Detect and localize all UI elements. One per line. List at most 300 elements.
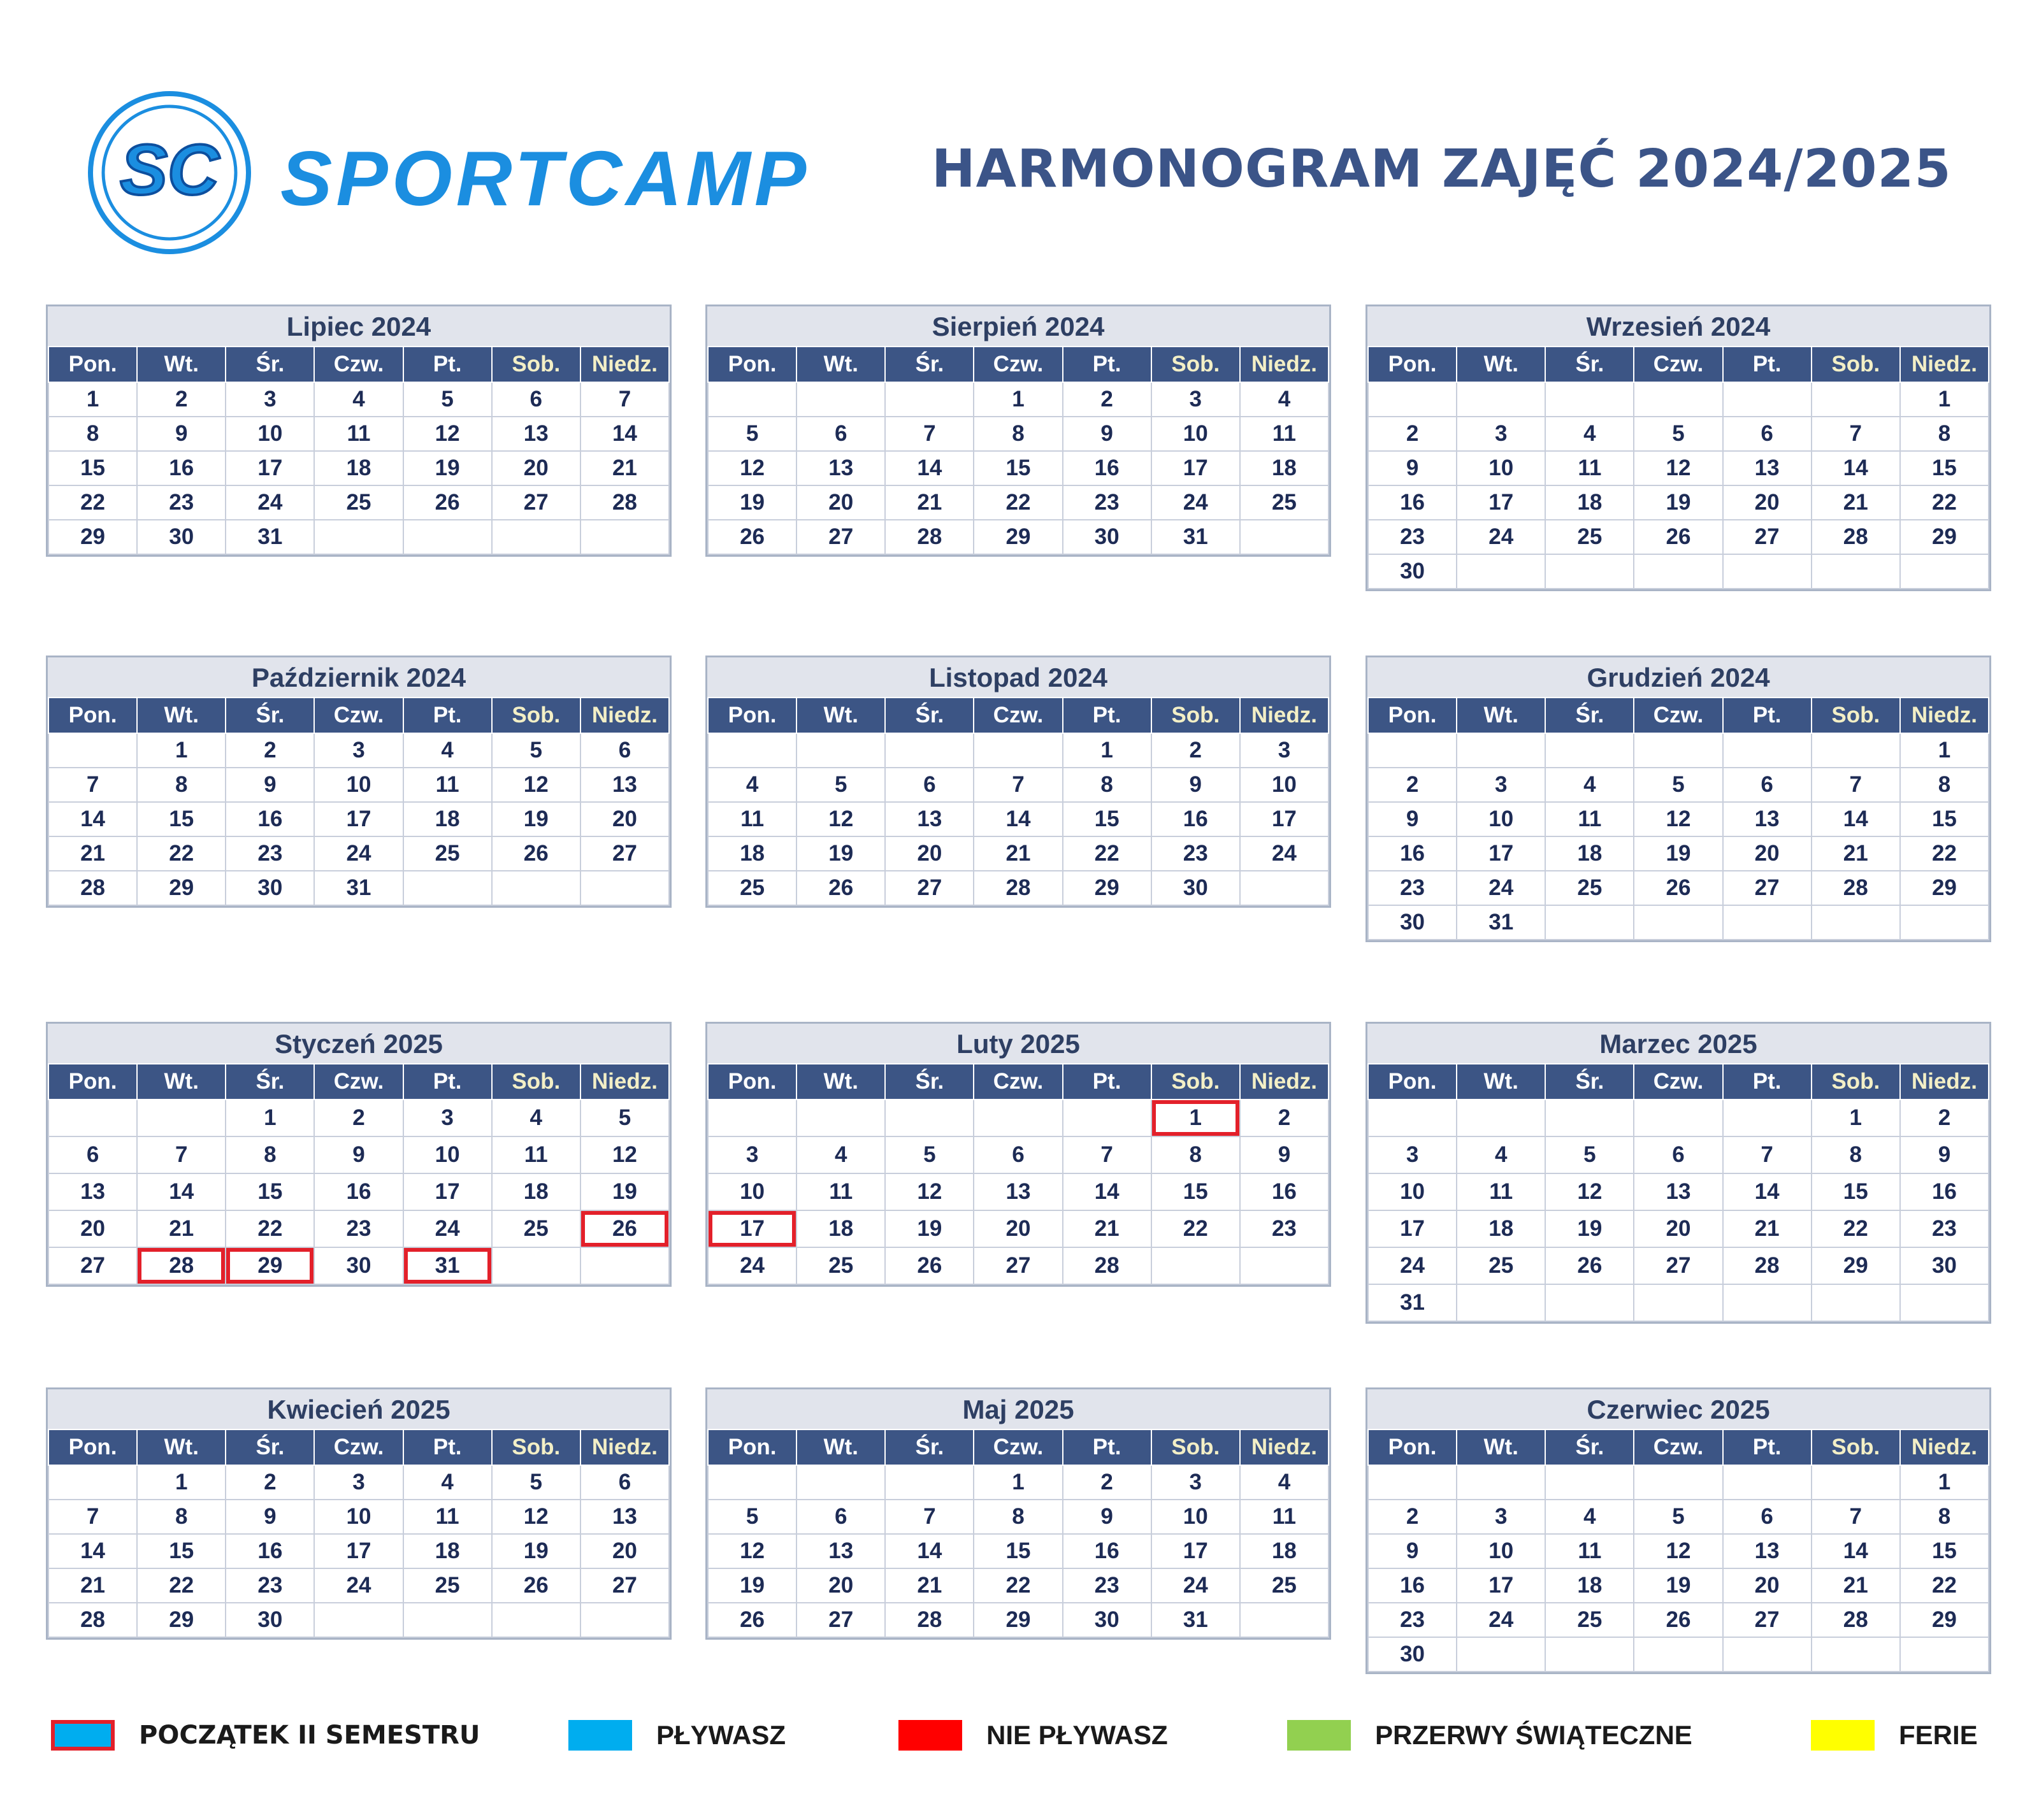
month-calendar	[46, 656, 672, 908]
empty-day-cell	[1368, 1465, 1457, 1500]
weekday-header: Czw.	[314, 698, 403, 733]
day-cell: 22	[1900, 485, 1989, 520]
logo-monogram: SC	[120, 130, 219, 210]
day-cell: 28	[1812, 520, 1900, 554]
day-cell: 28	[580, 485, 669, 520]
empty-day-cell	[885, 382, 974, 417]
empty-day-cell	[492, 520, 580, 554]
weekday-header: Czw.	[974, 347, 1062, 382]
day-cell: 25	[403, 1568, 492, 1603]
empty-day-cell	[1812, 554, 1900, 589]
month-title: Grudzień 2024	[1587, 663, 1770, 692]
empty-day-cell	[492, 1603, 580, 1637]
day-cell: 12	[492, 768, 580, 802]
week-row	[708, 451, 1329, 485]
month-table	[48, 346, 670, 555]
day-cell: 16	[1151, 802, 1240, 836]
day-cell: 6	[796, 417, 885, 451]
day-cell: 3	[708, 1136, 796, 1173]
month-table	[1367, 1429, 1989, 1672]
day-cell: 12	[1634, 1534, 1722, 1568]
day-cell: 26	[403, 485, 492, 520]
day-cell: 28	[974, 871, 1062, 905]
day-cell: 25	[708, 871, 796, 905]
day-cell: 13	[974, 1173, 1062, 1210]
weekday-header-row	[1368, 1429, 1989, 1465]
day-cell: 26	[1634, 520, 1722, 554]
week-row	[1368, 451, 1989, 485]
day-cell: 17	[314, 1534, 403, 1568]
week-row	[48, 451, 669, 485]
month-calendar	[46, 1387, 672, 1640]
weekday-header: Śr.	[885, 1429, 974, 1465]
week-row	[708, 1173, 1329, 1210]
empty-day-cell	[1545, 1637, 1634, 1672]
day-cell: 17	[708, 1210, 796, 1247]
legend-label: PRZERWY ŚWIĄTECZNE	[1375, 1720, 1692, 1750]
empty-day-cell	[1723, 1637, 1812, 1672]
day-cell: 10	[1457, 1534, 1545, 1568]
day-cell: 11	[1545, 451, 1634, 485]
empty-day-cell	[1545, 733, 1634, 768]
day-cell: 1	[137, 733, 226, 768]
day-cell: 3	[1151, 1465, 1240, 1500]
day-cell: 24	[1457, 520, 1545, 554]
legend-label: PŁYWASZ	[656, 1720, 786, 1750]
day-cell: 2	[1368, 768, 1457, 802]
week-row	[1368, 802, 1989, 836]
weekday-header: Wt.	[137, 698, 226, 733]
empty-day-cell	[1634, 733, 1722, 768]
week-row	[1368, 554, 1989, 589]
empty-day-cell	[1723, 1100, 1812, 1136]
day-cell: 29	[1812, 1247, 1900, 1284]
weekday-header: Pon.	[708, 698, 796, 733]
weekday-header: Pon.	[1368, 347, 1457, 382]
day-cell: 28	[1812, 1603, 1900, 1637]
day-cell: 6	[1723, 768, 1812, 802]
week-row	[708, 871, 1329, 905]
day-cell: 27	[492, 485, 580, 520]
day-cell: 9	[1900, 1136, 1989, 1173]
weekday-header: Śr.	[226, 698, 314, 733]
day-cell: 30	[1368, 905, 1457, 940]
week-row	[1368, 1284, 1989, 1321]
weekday-header: Pt.	[403, 698, 492, 733]
day-cell: 15	[974, 1534, 1062, 1568]
weekday-header: Wt.	[796, 1064, 885, 1100]
week-row	[708, 520, 1329, 554]
day-cell: 1	[974, 1465, 1062, 1500]
day-cell: 13	[796, 451, 885, 485]
weekday-header: Wt.	[1457, 1429, 1545, 1465]
day-cell: 22	[1812, 1210, 1900, 1247]
day-cell: 19	[492, 1534, 580, 1568]
day-cell: 13	[1723, 1534, 1812, 1568]
empty-day-cell	[1457, 733, 1545, 768]
month-calendar	[46, 305, 672, 557]
day-cell: 20	[1723, 485, 1812, 520]
empty-day-cell	[492, 1247, 580, 1284]
week-row	[1368, 733, 1989, 768]
day-cell: 21	[1812, 485, 1900, 520]
day-cell: 8	[137, 768, 226, 802]
day-cell: 14	[48, 802, 137, 836]
day-cell: 14	[1723, 1173, 1812, 1210]
day-cell: 2	[1151, 733, 1240, 768]
weekday-header-row	[708, 1064, 1329, 1100]
weekday-header: Pt.	[403, 347, 492, 382]
weekday-header: Sob.	[1812, 347, 1900, 382]
empty-day-cell	[1812, 905, 1900, 940]
empty-day-cell	[403, 1603, 492, 1637]
weekday-header: Wt.	[137, 347, 226, 382]
day-cell: 8	[1900, 768, 1989, 802]
week-row	[1368, 1500, 1989, 1534]
empty-day-cell	[1545, 1284, 1634, 1321]
day-cell: 9	[1063, 417, 1151, 451]
day-cell: 23	[1368, 520, 1457, 554]
weekday-header: Wt.	[796, 347, 885, 382]
day-cell: 15	[137, 1534, 226, 1568]
day-cell: 9	[1240, 1136, 1329, 1173]
day-cell: 23	[1151, 836, 1240, 871]
day-cell: 17	[1240, 802, 1329, 836]
month-calendar	[705, 305, 1331, 557]
empty-day-cell	[1368, 382, 1457, 417]
day-cell: 30	[1063, 1603, 1151, 1637]
weekday-header: Pt.	[1723, 698, 1812, 733]
day-cell: 6	[492, 382, 580, 417]
day-cell: 4	[708, 768, 796, 802]
day-cell: 19	[492, 802, 580, 836]
month-calendar	[1365, 1022, 1991, 1324]
day-cell: 20	[1634, 1210, 1722, 1247]
day-cell: 21	[1723, 1210, 1812, 1247]
week-row	[48, 1603, 669, 1637]
day-cell: 1	[1063, 733, 1151, 768]
empty-day-cell	[1812, 382, 1900, 417]
day-cell: 2	[1240, 1100, 1329, 1136]
day-cell: 18	[403, 802, 492, 836]
page-title: HARMONOGRAM ZAJĘĆ 2024/2025	[932, 139, 1952, 199]
day-cell: 11	[314, 417, 403, 451]
day-cell: 29	[48, 520, 137, 554]
day-cell: 22	[226, 1210, 314, 1247]
day-cell: 16	[137, 451, 226, 485]
day-cell: 11	[403, 768, 492, 802]
weekday-header: Pt.	[403, 1064, 492, 1100]
day-cell: 31	[1151, 1603, 1240, 1637]
day-cell: 9	[226, 1500, 314, 1534]
day-cell: 28	[1812, 871, 1900, 905]
day-cell: 25	[403, 836, 492, 871]
day-cell: 4	[1240, 382, 1329, 417]
day-cell: 20	[492, 451, 580, 485]
day-cell: 29	[226, 1247, 314, 1284]
day-cell: 22	[137, 1568, 226, 1603]
day-cell: 11	[1240, 1500, 1329, 1534]
week-row	[708, 1568, 1329, 1603]
day-cell: 20	[885, 836, 974, 871]
weekday-header: Niedz.	[580, 1064, 669, 1100]
day-cell: 7	[885, 417, 974, 451]
weekday-header: Sob.	[492, 1064, 580, 1100]
month-title: Luty 2025	[956, 1029, 1080, 1059]
weekday-header: Sob.	[492, 698, 580, 733]
day-cell: 1	[974, 382, 1062, 417]
weekday-header: Pt.	[1723, 1429, 1812, 1465]
day-cell: 19	[1634, 485, 1722, 520]
day-cell: 8	[137, 1500, 226, 1534]
legend-label: POCZĄTEK II SEMESTRU	[139, 1721, 480, 1750]
day-cell: 18	[1240, 451, 1329, 485]
day-cell: 9	[1151, 768, 1240, 802]
day-cell: 18	[708, 836, 796, 871]
week-row	[48, 417, 669, 451]
weekday-header: Niedz.	[580, 347, 669, 382]
day-cell: 12	[1545, 1173, 1634, 1210]
day-cell: 26	[708, 1603, 796, 1637]
week-row	[1368, 1136, 1989, 1173]
week-row	[48, 733, 669, 768]
day-cell: 20	[796, 485, 885, 520]
empty-day-cell	[1240, 871, 1329, 905]
day-cell: 14	[885, 1534, 974, 1568]
day-cell: 1	[137, 1465, 226, 1500]
week-row	[708, 768, 1329, 802]
day-cell: 14	[1812, 1534, 1900, 1568]
day-cell: 21	[885, 1568, 974, 1603]
day-cell: 6	[1723, 417, 1812, 451]
day-cell: 22	[1151, 1210, 1240, 1247]
day-cell: 21	[1063, 1210, 1151, 1247]
day-cell: 21	[1812, 1568, 1900, 1603]
day-cell: 17	[1457, 485, 1545, 520]
day-cell: 12	[1634, 802, 1722, 836]
day-cell: 29	[1900, 1603, 1989, 1637]
day-cell: 15	[1151, 1173, 1240, 1210]
day-cell: 1	[1812, 1100, 1900, 1136]
weekday-header-row	[708, 1429, 1329, 1465]
day-cell: 31	[403, 1247, 492, 1284]
week-row	[1368, 382, 1989, 417]
weekday-header-row	[1368, 347, 1989, 382]
day-cell: 4	[314, 382, 403, 417]
day-cell: 5	[796, 768, 885, 802]
day-cell: 8	[1151, 1136, 1240, 1173]
day-cell: 16	[1063, 451, 1151, 485]
weekday-header: Niedz.	[1240, 698, 1329, 733]
day-cell: 27	[1634, 1247, 1722, 1284]
legend-swatch	[1287, 1720, 1351, 1751]
day-cell: 10	[1240, 768, 1329, 802]
week-row	[1368, 1568, 1989, 1603]
month-calendar	[705, 1022, 1331, 1287]
month-title: Lipiec 2024	[286, 312, 431, 341]
month-table	[48, 1429, 670, 1638]
day-cell: 14	[137, 1173, 226, 1210]
day-cell: 2	[137, 382, 226, 417]
empty-day-cell	[796, 382, 885, 417]
day-cell: 3	[1368, 1136, 1457, 1173]
day-cell: 27	[1723, 1603, 1812, 1637]
day-cell: 9	[1368, 802, 1457, 836]
weekday-header: Pon.	[1368, 1429, 1457, 1465]
weekday-header: Śr.	[226, 1064, 314, 1100]
day-cell: 7	[974, 768, 1062, 802]
day-cell: 6	[1723, 1500, 1812, 1534]
day-cell: 26	[492, 836, 580, 871]
day-cell: 21	[1812, 836, 1900, 871]
weekday-header: Niedz.	[1900, 1429, 1989, 1465]
week-row	[1368, 871, 1989, 905]
day-cell: 5	[1545, 1136, 1634, 1173]
day-cell: 9	[1368, 1534, 1457, 1568]
empty-day-cell	[48, 733, 137, 768]
day-cell: 2	[1900, 1100, 1989, 1136]
day-cell: 26	[580, 1210, 669, 1247]
day-cell: 13	[885, 802, 974, 836]
day-cell: 29	[137, 871, 226, 905]
day-cell: 3	[1151, 382, 1240, 417]
weekday-header: Niedz.	[1900, 698, 1989, 733]
day-cell: 20	[580, 1534, 669, 1568]
day-cell: 6	[974, 1136, 1062, 1173]
day-cell: 25	[1545, 1603, 1634, 1637]
day-cell: 7	[1063, 1136, 1151, 1173]
day-cell: 4	[1545, 1500, 1634, 1534]
day-cell: 13	[1723, 802, 1812, 836]
day-cell: 7	[1812, 1500, 1900, 1534]
day-cell: 8	[48, 417, 137, 451]
legend-label: NIE PŁYWASZ	[986, 1720, 1168, 1750]
day-cell: 25	[796, 1247, 885, 1284]
sc-emblem-icon	[88, 91, 251, 254]
empty-day-cell	[1723, 1284, 1812, 1321]
day-cell: 16	[1368, 485, 1457, 520]
day-cell: 30	[1368, 554, 1457, 589]
month-table	[707, 1429, 1329, 1638]
week-row	[48, 1465, 669, 1500]
week-row	[1368, 520, 1989, 554]
legend-item-semester-start	[51, 1720, 480, 1751]
day-cell: 15	[974, 451, 1062, 485]
week-row	[1368, 836, 1989, 871]
day-cell: 22	[48, 485, 137, 520]
empty-day-cell	[1634, 554, 1722, 589]
day-cell: 21	[137, 1210, 226, 1247]
day-cell: 2	[1368, 1500, 1457, 1534]
day-cell: 15	[48, 451, 137, 485]
day-cell: 10	[1457, 451, 1545, 485]
weekday-header: Wt.	[137, 1064, 226, 1100]
weekday-header: Pon.	[708, 1064, 796, 1100]
day-cell: 9	[1063, 1500, 1151, 1534]
day-cell: 16	[226, 802, 314, 836]
day-cell: 27	[974, 1247, 1062, 1284]
day-cell: 10	[314, 768, 403, 802]
month-title: Sierpień 2024	[932, 312, 1105, 341]
day-cell: 1	[1900, 382, 1989, 417]
empty-day-cell	[1634, 382, 1722, 417]
day-cell: 31	[314, 871, 403, 905]
week-row	[48, 1100, 669, 1136]
day-cell: 14	[48, 1534, 137, 1568]
weekday-header: Niedz.	[580, 698, 669, 733]
day-cell: 19	[1634, 836, 1722, 871]
weekday-header: Sob.	[492, 347, 580, 382]
weekday-header: Niedz.	[580, 1429, 669, 1465]
week-row	[1368, 1637, 1989, 1672]
day-cell: 25	[1545, 520, 1634, 554]
day-cell: 7	[1723, 1136, 1812, 1173]
day-cell: 13	[48, 1173, 137, 1210]
day-cell: 1	[1900, 1465, 1989, 1500]
day-cell: 22	[974, 485, 1062, 520]
day-cell: 21	[48, 836, 137, 871]
day-cell: 1	[226, 1100, 314, 1136]
day-cell: 1	[48, 382, 137, 417]
day-cell: 7	[1812, 768, 1900, 802]
day-cell: 11	[403, 1500, 492, 1534]
weekday-header: Śr.	[1545, 698, 1634, 733]
empty-day-cell	[1634, 1100, 1722, 1136]
empty-day-cell	[1634, 1637, 1722, 1672]
day-cell: 1	[1900, 733, 1989, 768]
day-cell: 5	[492, 1465, 580, 1500]
day-cell: 12	[796, 802, 885, 836]
day-cell: 23	[1240, 1210, 1329, 1247]
week-row	[1368, 1210, 1989, 1247]
weekday-header: Pt.	[1723, 1064, 1812, 1100]
day-cell: 2	[1368, 417, 1457, 451]
month-table	[48, 1063, 670, 1285]
empty-day-cell	[314, 520, 403, 554]
month-title: Marzec 2025	[1599, 1029, 1757, 1059]
empty-day-cell	[1457, 1100, 1545, 1136]
empty-day-cell	[580, 1603, 669, 1637]
day-cell: 4	[1457, 1136, 1545, 1173]
day-cell: 29	[1900, 871, 1989, 905]
weekday-header-row	[48, 1429, 669, 1465]
week-row	[1368, 1534, 1989, 1568]
day-cell: 11	[796, 1173, 885, 1210]
day-cell: 3	[314, 733, 403, 768]
weekday-header: Czw.	[314, 1064, 403, 1100]
day-cell: 18	[492, 1173, 580, 1210]
empty-day-cell	[1457, 1284, 1545, 1321]
day-cell: 11	[1545, 802, 1634, 836]
weekday-header: Czw.	[1634, 1429, 1722, 1465]
day-cell: 11	[1240, 417, 1329, 451]
empty-day-cell	[314, 1603, 403, 1637]
day-cell: 30	[1151, 871, 1240, 905]
day-cell: 25	[1240, 1568, 1329, 1603]
empty-day-cell	[796, 1100, 885, 1136]
day-cell: 20	[48, 1210, 137, 1247]
day-cell: 22	[974, 1568, 1062, 1603]
day-cell: 24	[1151, 1568, 1240, 1603]
month-calendar	[705, 656, 1331, 908]
day-cell: 24	[708, 1247, 796, 1284]
empty-day-cell	[48, 1100, 137, 1136]
day-cell: 22	[1900, 1568, 1989, 1603]
weekday-header: Śr.	[1545, 1064, 1634, 1100]
day-cell: 13	[492, 417, 580, 451]
day-cell: 15	[1812, 1173, 1900, 1210]
day-cell: 13	[1634, 1173, 1722, 1210]
